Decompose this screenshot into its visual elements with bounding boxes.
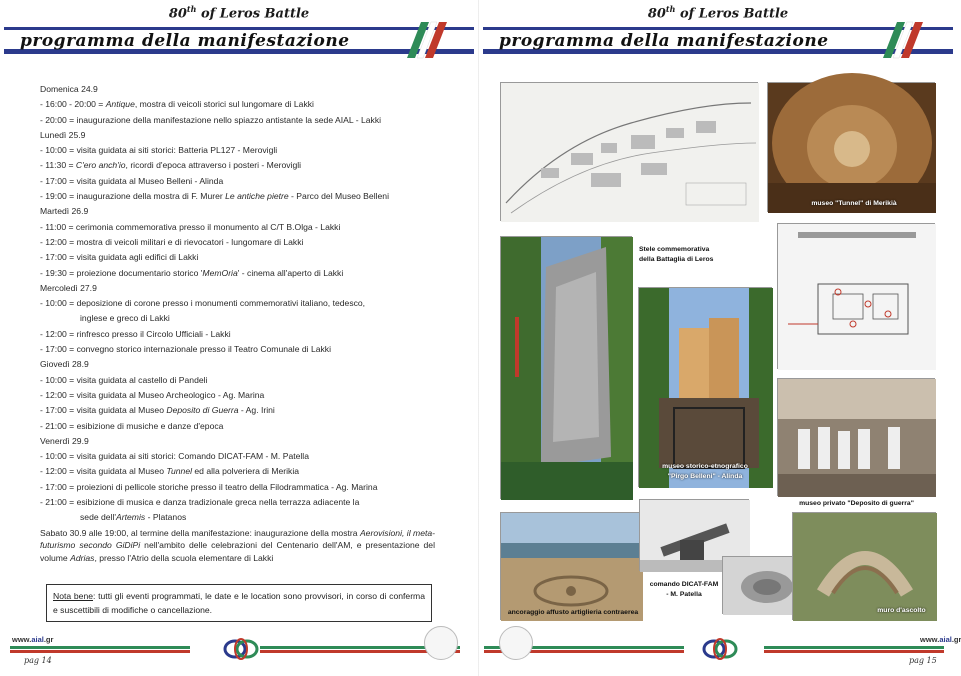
program-item [40,174,435,189]
caption-belleni-line2: "Pirgo Belleni" - Alinda [667,473,743,480]
program-item-text: esibizione di musica e danza tradizionale greca nella terrazza adiacente la [76,497,360,508]
program-item-text: mostra di veicoli militari e di rievocatori - lungomare di Lakki [76,236,304,247]
program-item-time: - 17:00 = [40,405,77,416]
program-item-time: - 17:00 = [40,481,77,492]
right-page [479,0,961,676]
program-item-text: - Platanos [145,512,187,523]
caption-deposito: museo privato "Deposito di guerra" [799,500,914,507]
caption-stele-line1: Stele commemorativa [639,246,710,253]
listening-wall-photo [792,512,936,620]
program-item-text: visita guidata al Museo Archeologico - Ag. Marina [76,389,265,400]
footer-url[interactable]: www.aial.gr [12,635,54,644]
caption-ancoraggio: ancoraggio affusto artiglieria contraerea [507,609,639,616]
tunnel-museum-photo [767,82,935,212]
program-item-time: - 11:00 = [40,221,76,232]
program-item-emphasis: Le antiche pietre [225,191,289,202]
page-number-left: pag 14 [24,656,52,665]
program-list [40,82,435,564]
caption-belleni-line1: museo storico-etnografico [662,463,748,470]
program-item [40,495,435,526]
program-item [40,189,435,204]
italian-flag-stripes-icon [869,22,924,58]
footer-line-green [10,646,190,649]
stele-photo [500,236,632,499]
program-item [40,342,435,357]
caption-dicat-line2: - M. Patella [666,591,702,598]
program-item-time: - 20:00 = [40,114,77,125]
program-item-time: - 16:00 - 20:00 = [40,99,106,110]
program-item-text: cerimonia commemorativa presso il monumento al C/T B.Olga - Lakki [75,221,341,232]
program-item [40,373,435,388]
program-item [40,250,435,265]
program-item-text: proiezioni di pellicole storiche presso il teatro della Filodrammatica - Ag. Marina [76,481,378,492]
saturday-text: Sabato 30.9 alle 19:00, al termine della manifestazione: inaugurazione della mostra [40,527,360,538]
anchorage-photo [500,512,642,620]
program-item-text: visita guidata al Museo [76,466,167,477]
program-item-text: proiezione documentario storico ' [76,267,203,278]
program-day-heading: Venerdì 29.9 [40,435,89,446]
program-day-heading: Mercoledì 27.9 [40,282,97,293]
program-day-heading: Lunedì 25.9 [40,129,86,140]
program-item-time: - 19:30 = [40,267,77,278]
program-item [40,113,435,128]
saturday-text: nell'ambito delle celebrazioni del Centenario dell'AM, e presentazione del volume [40,540,435,563]
page-title-right: programma della manifestazione [499,31,829,51]
program-item [40,158,435,173]
program-item-time: - 12:00 = [40,389,77,400]
program-item-text: visita guidata agli edifici di Lakki [76,252,199,263]
program-item-emphasis: Deposito di Guerra [166,405,239,416]
program-item-text: visita guidata ai siti storici: Batteria PL127 - Merovigli [76,145,278,156]
program-item-text: visita guidata al Museo Belleni - Alinda [76,175,224,186]
deposito-guerra-photo [777,378,935,496]
program-item [40,266,435,281]
museum-floorplan-photo [777,223,935,369]
program-item [40,235,435,250]
program-item [40,419,435,434]
program-item-time: - 17:00 = [40,175,77,186]
page-number-right: pag 15 [909,656,937,665]
program-item-emphasis: Tunnel [166,466,193,477]
knot-logo-icon [701,636,739,662]
program-item-text: , mostra di veicoli storici sul lungomare di Lakki [134,99,314,110]
program-item-time: - 10:00 = [40,298,77,309]
note-text: : tutti gli eventi programmati, le date e le location sono provvisori, in corso di conferma e suscettibili di modifiche o cancellazione. [53,591,425,615]
program-day-heading: Martedì 26.9 [40,206,89,217]
historic-map-photo [500,82,758,221]
saturday-emphasis: Aerovisioni, il meta-futurismo secondo GiDiPi [40,527,435,551]
caption-stele-line2: della Battaglia di Leros [639,256,714,263]
belleni-museum-photo [638,287,772,487]
footer-line-red [764,650,944,653]
program-item-time: - 10:00 = [40,451,77,462]
program-item [40,97,435,112]
program-day-heading: Domenica 24.9 [40,84,98,94]
program-item-text: convegno storico internazionale presso il Teatro Comunale di Lakki [76,344,332,355]
note-label: Nota bene [53,591,94,601]
program-item [40,388,435,403]
page-title: programma della manifestazione [20,31,350,51]
program-item [40,449,435,464]
program-item-time: - 21:00 = [40,420,77,431]
program-item-text: deposizione di corone presso i monumenti commemorativi italiano, tedesco, [76,298,366,309]
program-item-time: - 11:30 = [40,160,76,171]
program-item-text: esibizione di musiche e danze d'epoca [76,420,224,431]
program-item-text: sede dell' [80,512,117,523]
saturday-text: , presso l'Atrio della scuola elementare di Lakki [94,552,274,563]
program-item [40,296,435,327]
program-item-time: - 12:00 = [40,466,77,477]
saturday-emphasis: Adrias [70,552,95,563]
program-item-emphasis: MemOria [202,267,238,278]
program-item-time: - 12:00 = [40,328,77,339]
caption-dicat-line1: comando DICAT-FAM [649,581,719,588]
program-item-text: - Ag. Irini [238,405,275,416]
program-item-text: inglese e greco di Lakki [80,313,170,324]
program-item-time: - 17:00 = [40,344,77,355]
program-item-continuation [40,311,435,326]
header-subtitle: 80th of Leros Battle [168,4,310,22]
program-item-text: - Parco del Museo Belleni [288,191,389,202]
program-item [40,403,435,418]
program-item [40,480,435,495]
program-item-text: visita guidata al castello di Pandeli [76,374,208,385]
italian-flag-stripes-icon [393,22,448,58]
program-item-time: - 21:00 = [40,497,77,508]
program-item-time: - 12:00 = [40,236,77,247]
caption-muro: muro d'ascolto [877,607,926,614]
program-item-text: inaugurazione della mostra di F. Murer [76,191,226,202]
program-item-time: - 17:00 = [40,252,77,263]
program-item-emphasis: Artemis [116,512,146,523]
header-subtitle-right: 80th of Leros Battle [647,4,789,22]
program-item-time: - 10:00 = [40,374,77,385]
program-item-time: - 19:00 = [40,191,77,202]
program-item-continuation [40,510,435,525]
program-item-text: rinfresco presso il Circolo Ufficiali - Lakki [76,328,231,339]
note-box [46,584,432,622]
program-item [40,220,435,235]
program-item [40,464,435,479]
left-page [0,0,478,676]
footer-line-green [764,646,944,649]
caption-tunnel: museo "Tunnel" di Merikià [811,200,897,207]
program-day-heading: Giovedì 28.9 [40,359,89,370]
footer-url-right[interactable]: www.aial.gr [920,635,961,644]
footer-line-red [10,650,190,653]
program-item-time: - 10:00 = [40,145,77,156]
program-item-emphasis: C'ero anch'io [75,160,126,171]
program-item-text: inaugurazione della manifestazione nello spiazzo antistante la sede AIAL - Lakki [76,114,382,125]
program-item-text: ' - cinema all'aperto di Lakki [237,267,344,278]
association-seal-icon [499,626,533,660]
program-item-text: visita guidata ai siti storici: Comando DICAT-FAM - M. Patella [76,451,309,462]
program-item-emphasis: Antique [105,99,135,110]
program-item-text: visita guidata al Museo [76,405,167,416]
program-item [40,143,435,158]
saturday-paragraph [40,527,435,565]
program-item [40,327,435,342]
program-item-text: ed alla polveriera di Merikia [192,466,300,477]
knot-logo-icon [222,636,260,662]
association-seal-icon [424,626,458,660]
program-item-text: , ricordi d'epoca attraverso i posteri - Merovigli [125,160,302,171]
